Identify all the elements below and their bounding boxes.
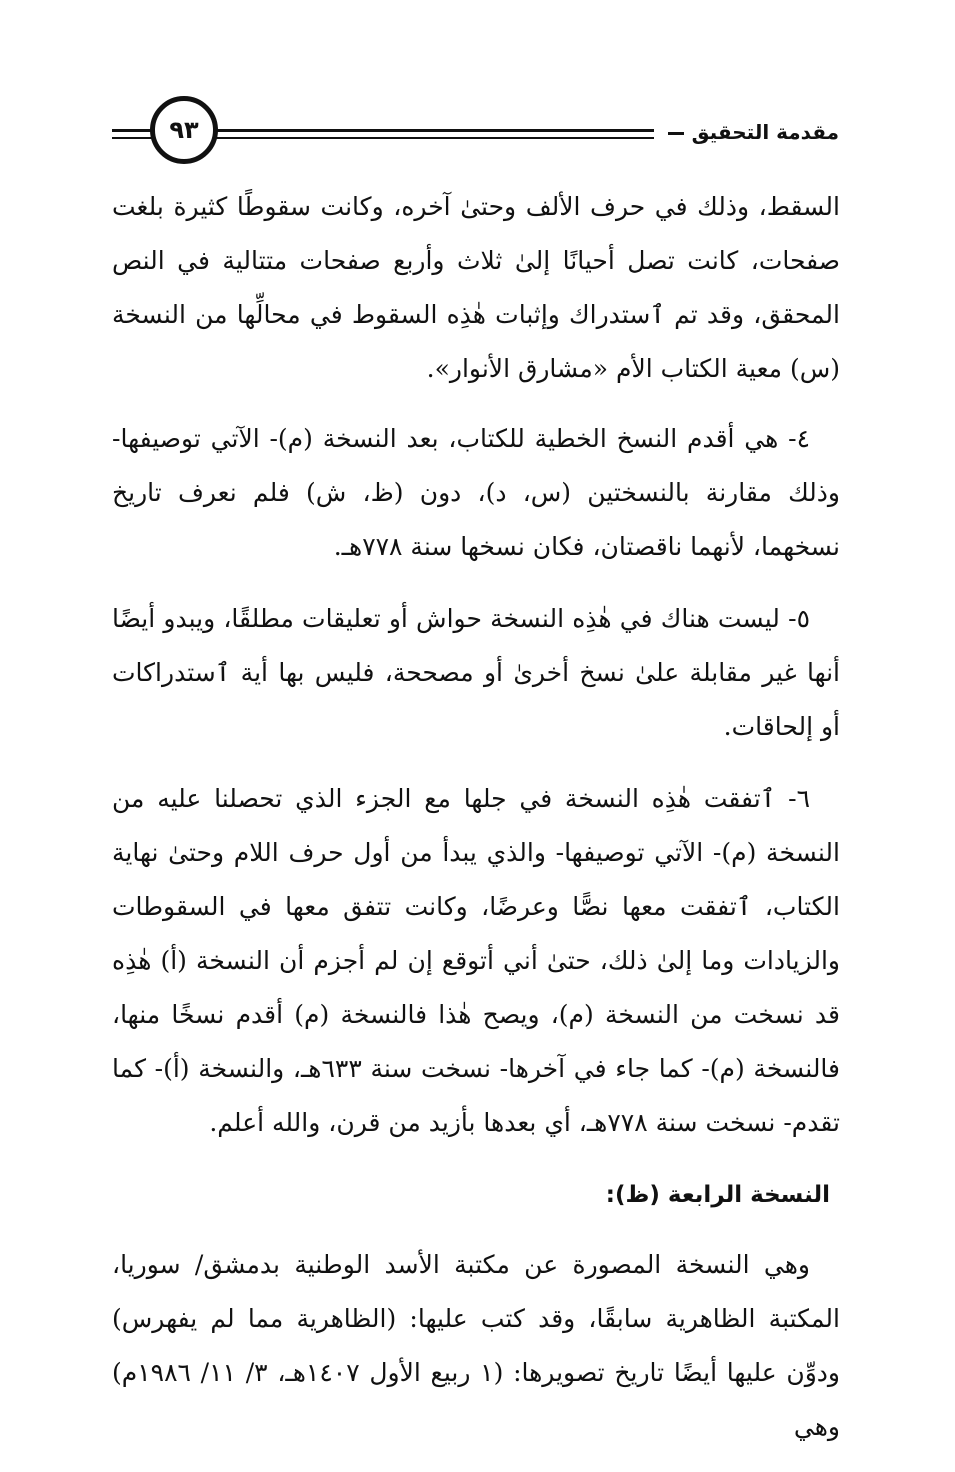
page-number-badge	[150, 96, 218, 164]
body-paragraph: ٦- ٱتفقت هٰذِه النسخة في جلها مع الجزء الذي تحصلنا عليه من النسخة (م)- الآتي توصيفها- والذي يبدأ من أول حرف اللام وحتىٰ نهاية الكتاب، ٱتفقت معها نصًّا وعرضًا، وكانت تتفق معها في السقوطات والزيادات وما إلىٰ ذلك، حتىٰ أني أتوقع إن لم أجزم أن النسخة (أ) هٰذِه قد نسخت من النسخة (م)، ويصح هٰذا فالنسخة (م) أقدم نسخًا منها، فالنسخة (م)- كما جاء في آخرها- نسخت سنة ٦٣٣هـ، والنسخة (أ)- كما تقدم- نسخت سنة ٧٧٨هـ، أي بعدها بأزيد من قرن، والله أعلم.	[112, 784, 841, 1137]
body-paragraph: ٥- ليست هناك في هٰذِه النسخة حواش أو تعليقات مطلقًا، ويبدو أيضًا أنها غير مقابلة علىٰ نسخ أخرىٰ أو مصححة، فليس بها أية ٱستدراكات أو إلحاقات.	[112, 604, 840, 741]
body-paragraph: ٤- هي أقدم النسخ الخطية للكتاب، بعد النسخة (م)- الآتي توصيفها- وذلك مقارنة بالنسختين (س، د)، دون (ظ، ش) فلم نعرف تاريخ نسخهما، لأنهما ناقصتان، فكان نسخها سنة ٧٧٨هـ.	[112, 424, 840, 561]
section-heading: النسخة الرابعة (ظ):	[605, 1182, 830, 1208]
page-body	[112, 180, 840, 1472]
running-title: مقدمة التحقيق	[654, 114, 839, 150]
page-number: ٩٣	[169, 116, 199, 144]
body-paragraph: السقط، وذلك في حرف الألف وحتىٰ آخره، وكانت سقوطًا كثيرة بلغت صفحات، كانت تصل أحيانًا إلىٰ ثلاث وأربع صفحات متتالية في النص المحقق، وقد تم ٱستدراك وإثبات هٰذِه السقوط في محالِّها من النسخة (س) معية الكتاب الأم «مشارق الأنوار».	[112, 192, 840, 383]
page-header	[112, 92, 839, 172]
body-paragraph: وهي النسخة المصورة عن مكتبة الأسد الوطنية بدمشق/ سوريا، المكتبة الظاهرية سابقًا، وقد كتب عليها: (الظاهرية مما لم يفهرس) ودوِّن عليها أيضًا تاريخ تصويرها: (١ ربيع الأول ١٤٠٧هـ، ٣/ ١١/ ١٩٨٦م) وهي	[112, 1250, 841, 1441]
